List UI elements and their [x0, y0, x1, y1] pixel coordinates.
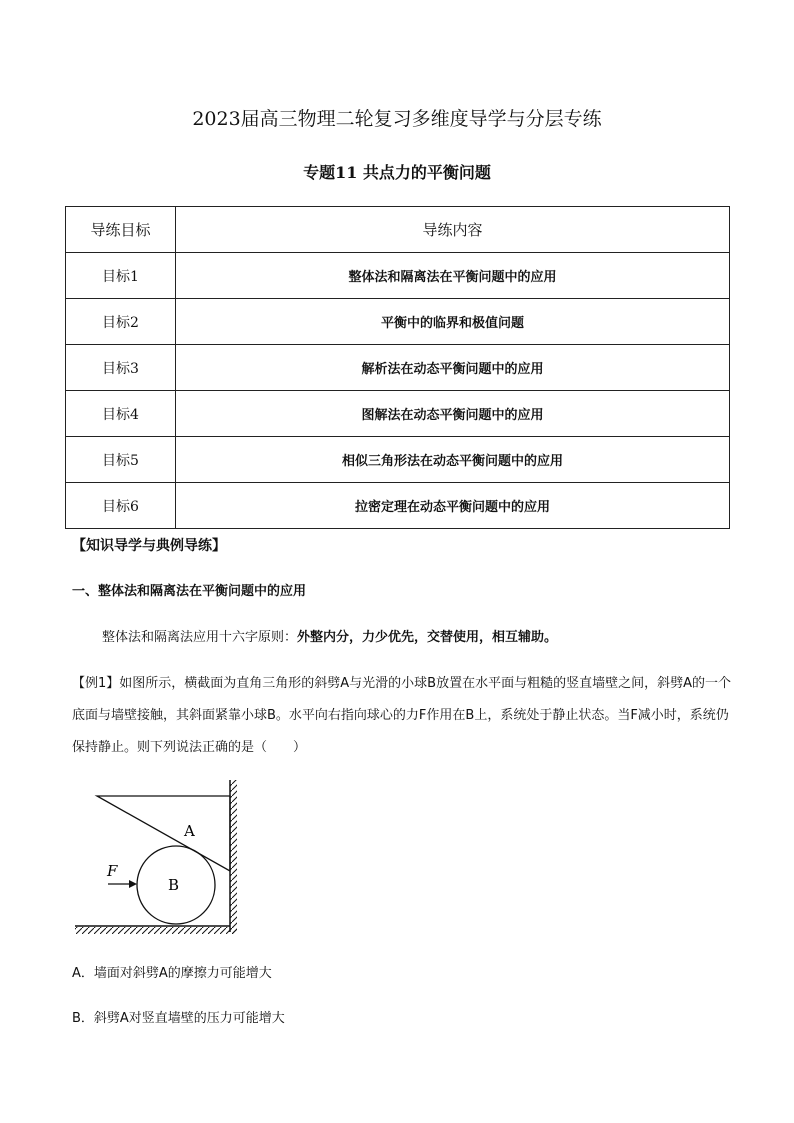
- table-cell-content: 相似三角形法在动态平衡问题中的应用: [176, 437, 730, 483]
- principle-prefix: 整体法和隔离法应用十六字原则：: [102, 630, 298, 645]
- wedge-a: [97, 796, 230, 871]
- force-arrowhead: [129, 880, 137, 888]
- table-cell-goal: 目标5: [66, 437, 176, 483]
- floor-hatching: [75, 927, 237, 934]
- table-cell-goal: 目标2: [66, 299, 176, 345]
- example-question: 【例1】如图所示，横截面为直角三角形的斜劈A与光滑的小球B放置在水平面与粗糙的竖直墙壁之间，斜劈A的一个底面与墙壁接触，其斜面紧靠小球B。水平向右指向球心的力F作用在B上，系统处于静止状态。当F减小时，系统仍保持静止。则下列说法正确的是（ ）: [72, 676, 731, 755]
- option-a: A．墙面对斜劈A的摩擦力可能增大: [72, 966, 272, 981]
- table-header-row: [66, 207, 730, 253]
- principle-bold: 外整内分，力少优先，交替使用，相互辅助。: [297, 630, 558, 645]
- table-cell-goal: 目标3: [66, 345, 176, 391]
- table-row: [66, 345, 730, 391]
- option-b: B．斜劈A对竖直墙壁的压力可能增大: [72, 1011, 285, 1026]
- table-cell-content: 拉密定理在动态平衡问题中的应用: [176, 483, 730, 529]
- table-cell-goal: 目标4: [66, 391, 176, 437]
- table-header-content: 导练内容: [176, 207, 730, 253]
- table-row: [66, 253, 730, 299]
- wall-hatching: [230, 780, 237, 934]
- table-row: [66, 299, 730, 345]
- table-cell-content: 解析法在动态平衡问题中的应用: [176, 345, 730, 391]
- table-cell-goal: 目标6: [66, 483, 176, 529]
- table-cell-content: 整体法和隔离法在平衡问题中的应用: [176, 253, 730, 299]
- principle-paragraph: [102, 626, 557, 645]
- table-row: [66, 391, 730, 437]
- table-header-goal: 导练目标: [66, 207, 176, 253]
- table-row: [66, 437, 730, 483]
- document-title: 2023届高三物理二轮复习多维度导学与分层专练: [192, 108, 602, 130]
- table-cell-content: 图解法在动态平衡问题中的应用: [176, 391, 730, 437]
- goals-table: [65, 206, 730, 529]
- table-cell-content: 平衡中的临界和极值问题: [176, 299, 730, 345]
- label-a: A: [184, 822, 195, 840]
- label-b: B: [168, 876, 180, 894]
- physics-diagram: [70, 772, 245, 942]
- section-one-title: 一、整体法和隔离法在平衡问题中的应用: [72, 584, 307, 599]
- section-heading: 【知识导学与典例导练】: [72, 538, 226, 554]
- document-subtitle: 专题11 共点力的平衡问题: [303, 163, 491, 182]
- table-row: [66, 483, 730, 529]
- table-cell-goal: 目标1: [66, 253, 176, 299]
- label-f: F: [107, 862, 118, 880]
